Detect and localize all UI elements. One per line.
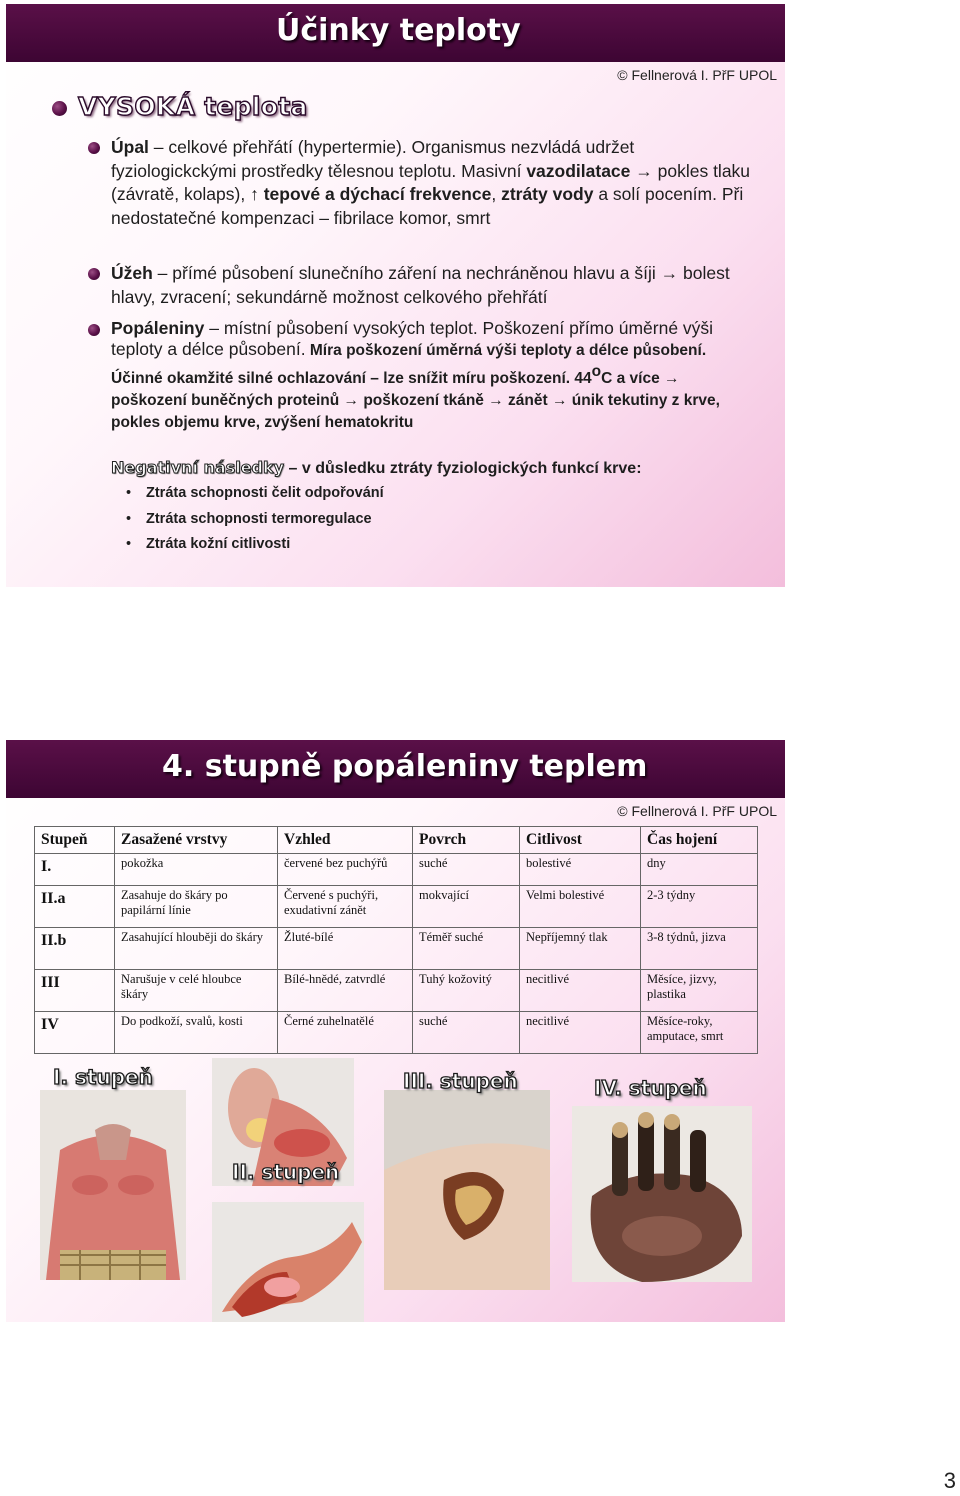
table-cell: suché (413, 1012, 520, 1054)
table-cell: IV (35, 1012, 115, 1054)
term-popaleniny: Popáleniny (111, 318, 205, 338)
text: → pokles tlaku (závratě, kolaps), ↑ (111, 160, 751, 204)
table-cell: pokožka (115, 854, 278, 886)
slide-burn-degrees (6, 740, 785, 1322)
burn-degrees-table (34, 826, 758, 1054)
slide-effects-of-temperature (6, 4, 785, 587)
text-bold: Míra poškození úměrná výši teploty a délce působení. Účinné okamžité silné ochlazování – lze snížit míru poškození. 44 (111, 342, 707, 387)
bullet-icon (52, 101, 67, 116)
table-cell: Zasahuje do škáry po papilární línie (115, 886, 278, 928)
negative-label: Negativní následky (111, 458, 285, 477)
table-cell: Velmi bolestivé (520, 886, 641, 928)
text-bold: C a více → poškození buněčných proteinů → poškození tkáně → zánět → únik tekutiny z krve, pokles objemu krve, zvýšení hematokritu (111, 369, 720, 431)
table-cell: Žluté-bílé (278, 928, 413, 970)
table-cell: Do podkoží, svalů, kosti (115, 1012, 278, 1054)
table-row (35, 886, 758, 928)
consequence-item: • Ztráta kožní citlivosti (126, 536, 290, 552)
photo-label: III. stupeň (403, 1069, 518, 1093)
slide-title: 4. stupně popáleniny teplem (162, 749, 648, 784)
negative-consequences (111, 458, 642, 478)
table-cell: necitlivé (520, 970, 641, 1012)
bullet-icon (88, 324, 100, 336)
table-cell: Zasahující hlouběji do škáry (115, 928, 278, 970)
page-number: 3 (943, 1468, 956, 1493)
text: a solí pocením. Při nedostatečné kompenzaci – fibrilace komor, smrt (111, 184, 744, 228)
text: , (491, 184, 502, 204)
table-cell: Bílé-hnědé, zatvrdlé (278, 970, 413, 1012)
paragraph-uzeh (111, 262, 751, 309)
column-header: Vzhled (278, 827, 413, 854)
text: – přímé působení slunečního záření na nechráněnou hlavu a šíji → bolest hlavy, zvracení; sekundárně možnost celkového přehřátí (111, 263, 730, 307)
table-cell: bolestivé (520, 854, 641, 886)
photo-label: IV. stupeň (594, 1076, 707, 1100)
table-cell: suché (413, 854, 520, 886)
bullet-icon (88, 142, 100, 154)
table-cell: Černé zuhelnatělé (278, 1012, 413, 1054)
term-uzeh: Úžeh (111, 263, 153, 283)
column-header: Zasažené vrstvy (115, 827, 278, 854)
term-upal: Úpal (111, 137, 149, 157)
column-header: Citlivost (520, 827, 641, 854)
table-cell: Téměř suché (413, 928, 520, 970)
consequence-item: • Ztráta schopnosti termoregulace (126, 511, 372, 527)
table-row (35, 970, 758, 1012)
table-cell: III (35, 970, 115, 1012)
copyright: © Fellnerová I. PřF UPOL (617, 67, 777, 83)
slide-title-bar (6, 740, 785, 798)
paragraph-popaleniny (111, 318, 751, 433)
table-cell: II.a (35, 886, 115, 928)
paragraph-upal (111, 136, 751, 230)
table-cell: mokvající (413, 886, 520, 928)
bullet-icon (88, 268, 100, 280)
table-header-row (35, 827, 758, 854)
text: – celkové přehřátí (hypertermie). Organismus nezvládá udržet fyziologickckými prostředky tělesnou teplotu. Masivní (111, 137, 635, 181)
table-cell: necitlivé (520, 1012, 641, 1054)
table-cell: 3-8 týdnů, jizva (641, 928, 758, 970)
table-cell: Měsíce-roky, amputace, smrt (641, 1012, 758, 1054)
text-bold: ztráty vody (501, 184, 594, 204)
table-cell: Narušuje v celé hloubce škáry (115, 970, 278, 1012)
table-cell: Nepříjemný tlak (520, 928, 641, 970)
slide-title-bar (6, 4, 785, 62)
table-cell: Tuhý kožovitý (413, 970, 520, 1012)
table-cell: dny (641, 854, 758, 886)
photo-fourth-degree-burn (572, 1106, 752, 1282)
column-header: Povrch (413, 827, 520, 854)
table-row (35, 928, 758, 970)
table-row (35, 854, 758, 886)
table-cell: II.b (35, 928, 115, 970)
photo-label: I. stupeň (53, 1065, 153, 1089)
text-bold: vazodilatace (526, 160, 631, 181)
photo-label: II. stupeň (232, 1160, 340, 1184)
superscript: o (591, 363, 602, 380)
text-bold: tepové a dýchací frekvence (263, 184, 492, 204)
table-cell: Měsíce, jizvy, plastika (641, 970, 758, 1012)
table-row (35, 1012, 758, 1054)
table-cell: Červené s puchýři, exudativní zánět (278, 886, 413, 928)
column-header: Čas hojení (641, 827, 758, 854)
copyright: © Fellnerová I. PřF UPOL (617, 803, 777, 819)
consequence-item: • Ztráta schopnosti čelit odpořování (126, 485, 384, 501)
column-header: Stupeň (35, 827, 115, 854)
table-cell: červené bez puchýřů (278, 854, 413, 886)
photo-third-degree-burn (384, 1090, 550, 1290)
table-cell: 2-3 týdny (641, 886, 758, 928)
photo-first-degree-burn (40, 1090, 186, 1280)
table-cell: I. (35, 854, 115, 886)
negative-text: – v důsledku ztráty fyziologických funkcí krve: (284, 460, 642, 477)
slide-title: Účinky teploty (276, 13, 521, 48)
photo-second-degree-burn-hand (212, 1202, 364, 1322)
section-heading: VYSOKÁ teplota (78, 92, 308, 121)
text: – místní působení vysokých teplot. Poškození přímo úměrné výši teploty a délce působení. (111, 318, 714, 359)
